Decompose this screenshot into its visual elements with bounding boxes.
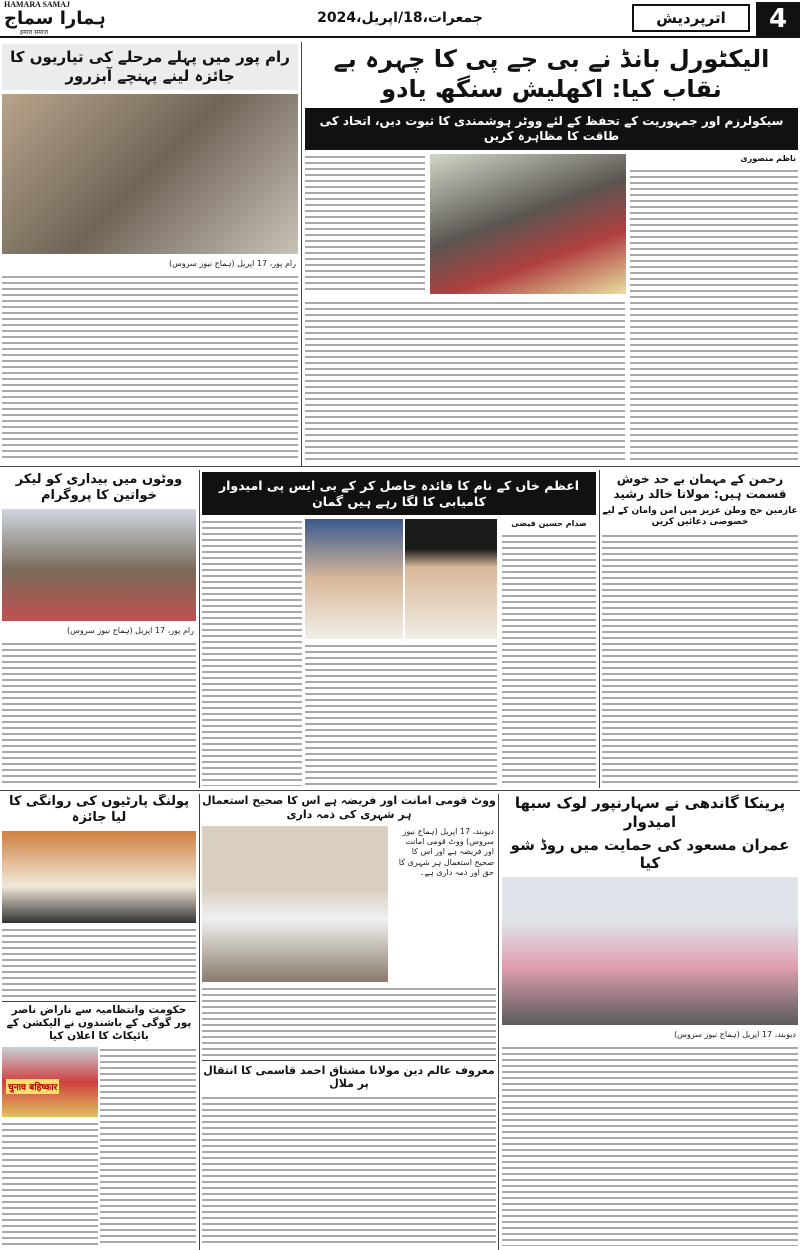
mid-left-headline: ووٹوں میں بیداری کو لیکر خواتین کا پروگرام (15, 472, 183, 504)
top-main-body-col1 (630, 168, 798, 462)
bottom-right-headline-1: پرینکا گاندھی نے سہارنپور لوک سبھا امیدوار (514, 794, 786, 831)
bottom-center-story (202, 794, 496, 1246)
bottom-center-body (202, 986, 496, 1056)
logo-english: HAMARA SAMAJ (4, 0, 70, 9)
bottom-center-photo-row (202, 826, 496, 982)
top-main-story (305, 44, 798, 462)
mid-left-photo (2, 509, 196, 621)
mid-right-body (602, 533, 798, 787)
boycott-banner: चुनाव बहिष्कार (6, 1079, 59, 1094)
bottom-right-lede: دیوبند، 17 اپریل (ہماج نیوز سروس) (502, 1029, 798, 1041)
top-main-body-col2 (305, 154, 425, 294)
mid-center-body-3 (305, 643, 497, 786)
mid-left-lede: رام پور، 17 اپریل (ہماج نیوز سروس) (2, 625, 196, 637)
polling-parties-photo (2, 831, 196, 923)
bottom-left-story (2, 794, 196, 1246)
mid-center-headline: اعظم خاں کے نام کا فائدہ حاصل کر کے بی ایس پی امیدوار کامیابی کا لگا رہے ہیں گمان (202, 472, 596, 515)
top-left-body (2, 274, 298, 462)
mid-center-story (202, 472, 596, 786)
divider (599, 470, 600, 788)
bottom-right-body (502, 1045, 798, 1246)
mid-right-headline: رحمن کے مہمان بے حد خوش قسمت ہیں: مولانا خالد رشید (613, 472, 787, 501)
top-left-headline: رام پور میں پہلے مرحلے کی تیاریوں کا جائزہ لینے پہنچے آبزرور (2, 44, 298, 90)
masthead (0, 0, 800, 38)
logo-urdu: ہمارا سماج (4, 8, 106, 29)
bottom-left-body (2, 927, 196, 997)
divider (498, 794, 499, 1250)
mid-center-body-2 (202, 519, 302, 786)
azam-khan-photo (405, 519, 497, 639)
mid-center-byline: صدام حسین فیضی (511, 519, 587, 529)
page-number: 4 (756, 2, 800, 36)
top-left-lede: رام پور، 17 اپریل (ہماج نیوز سروس) (2, 258, 298, 270)
bottom-center-lede: دیوبند، 17 اپریل (ہماج نیوز سروس) ووٹ قومی امانت اور فریضہ ہے اور اس کا صحیح استعمال ہر شہری کا حق اور ذمہ داری ہے۔ (392, 826, 496, 982)
mid-left-body (2, 641, 196, 786)
divider (0, 790, 800, 791)
mid-center-body-1 (502, 533, 596, 786)
mid-right-subhead: عازمین حج وطن عزیز میں امن وامان کے لیے خصوصی دعائیں کریں (602, 506, 798, 528)
bottom-left-body-2 (100, 1047, 196, 1246)
bottom-left-body-3 (2, 1121, 98, 1246)
top-left-photo (2, 94, 298, 254)
top-main-body-col3 (305, 300, 625, 462)
section-name: اترپردیش (632, 4, 750, 32)
mid-center-body-area (202, 519, 596, 786)
bottom-center-photo (202, 826, 388, 982)
divider (0, 466, 800, 467)
boycott-photo (2, 1047, 98, 1117)
issue-date: جمعرات،18/اپریل،2024 (317, 10, 483, 26)
divider (199, 470, 200, 788)
top-left-story (2, 44, 298, 462)
mid-right-story (602, 472, 798, 786)
bottom-right-headline-2: عمران مسعود کی حمایت میں روڈ شو کیا (510, 835, 790, 873)
top-main-body-area (305, 154, 798, 462)
top-main-headline: الیکٹورل بانڈ نے بی جے پی کا چہرہ بے نقاب کیا: اکھلیش سنگھ یادو (333, 45, 770, 103)
bottom-left-headline: پولنگ پارٹیوں کی روانگی کا لیا جائزہ (8, 794, 190, 826)
mid-left-story (2, 472, 196, 786)
bottom-right-story (502, 794, 798, 1246)
mayawati-photo (305, 519, 403, 639)
road-show-photo (502, 877, 798, 1025)
bottom-left-body-area (2, 1047, 196, 1246)
divider (199, 794, 200, 1250)
top-main-subhead: سیکولرزم اور جمہوریت کے تحفظ کے لئے ووٹر ہوشمندی کا ثبوت دیں، اتحاد کی طاقت کا مظاہرہ کریں (305, 108, 798, 150)
bottom-center-headline: ووٹ قومی امانت اور فریضہ ہے اس کا صحیح استعمال ہر شہری کی ذمہ داری (202, 794, 496, 821)
top-main-photo (430, 154, 626, 294)
divider (301, 42, 302, 466)
obituary-headline: معروف عالم دین مولانا مشتاق احمد قاسمی کا انتقال پر ملال (202, 1060, 496, 1092)
obituary-body (202, 1095, 496, 1246)
top-main-byline: ناظم منصوری (740, 154, 796, 163)
logo-hindi: हमारा समाज (20, 29, 48, 36)
bottom-left-headline-2: حکومت وانتظامیہ سے ناراض ناصر پور گوگی کے باشندوں نے الیکشن کے بائیکاٹ کا اعلان کیا (2, 1001, 196, 1043)
